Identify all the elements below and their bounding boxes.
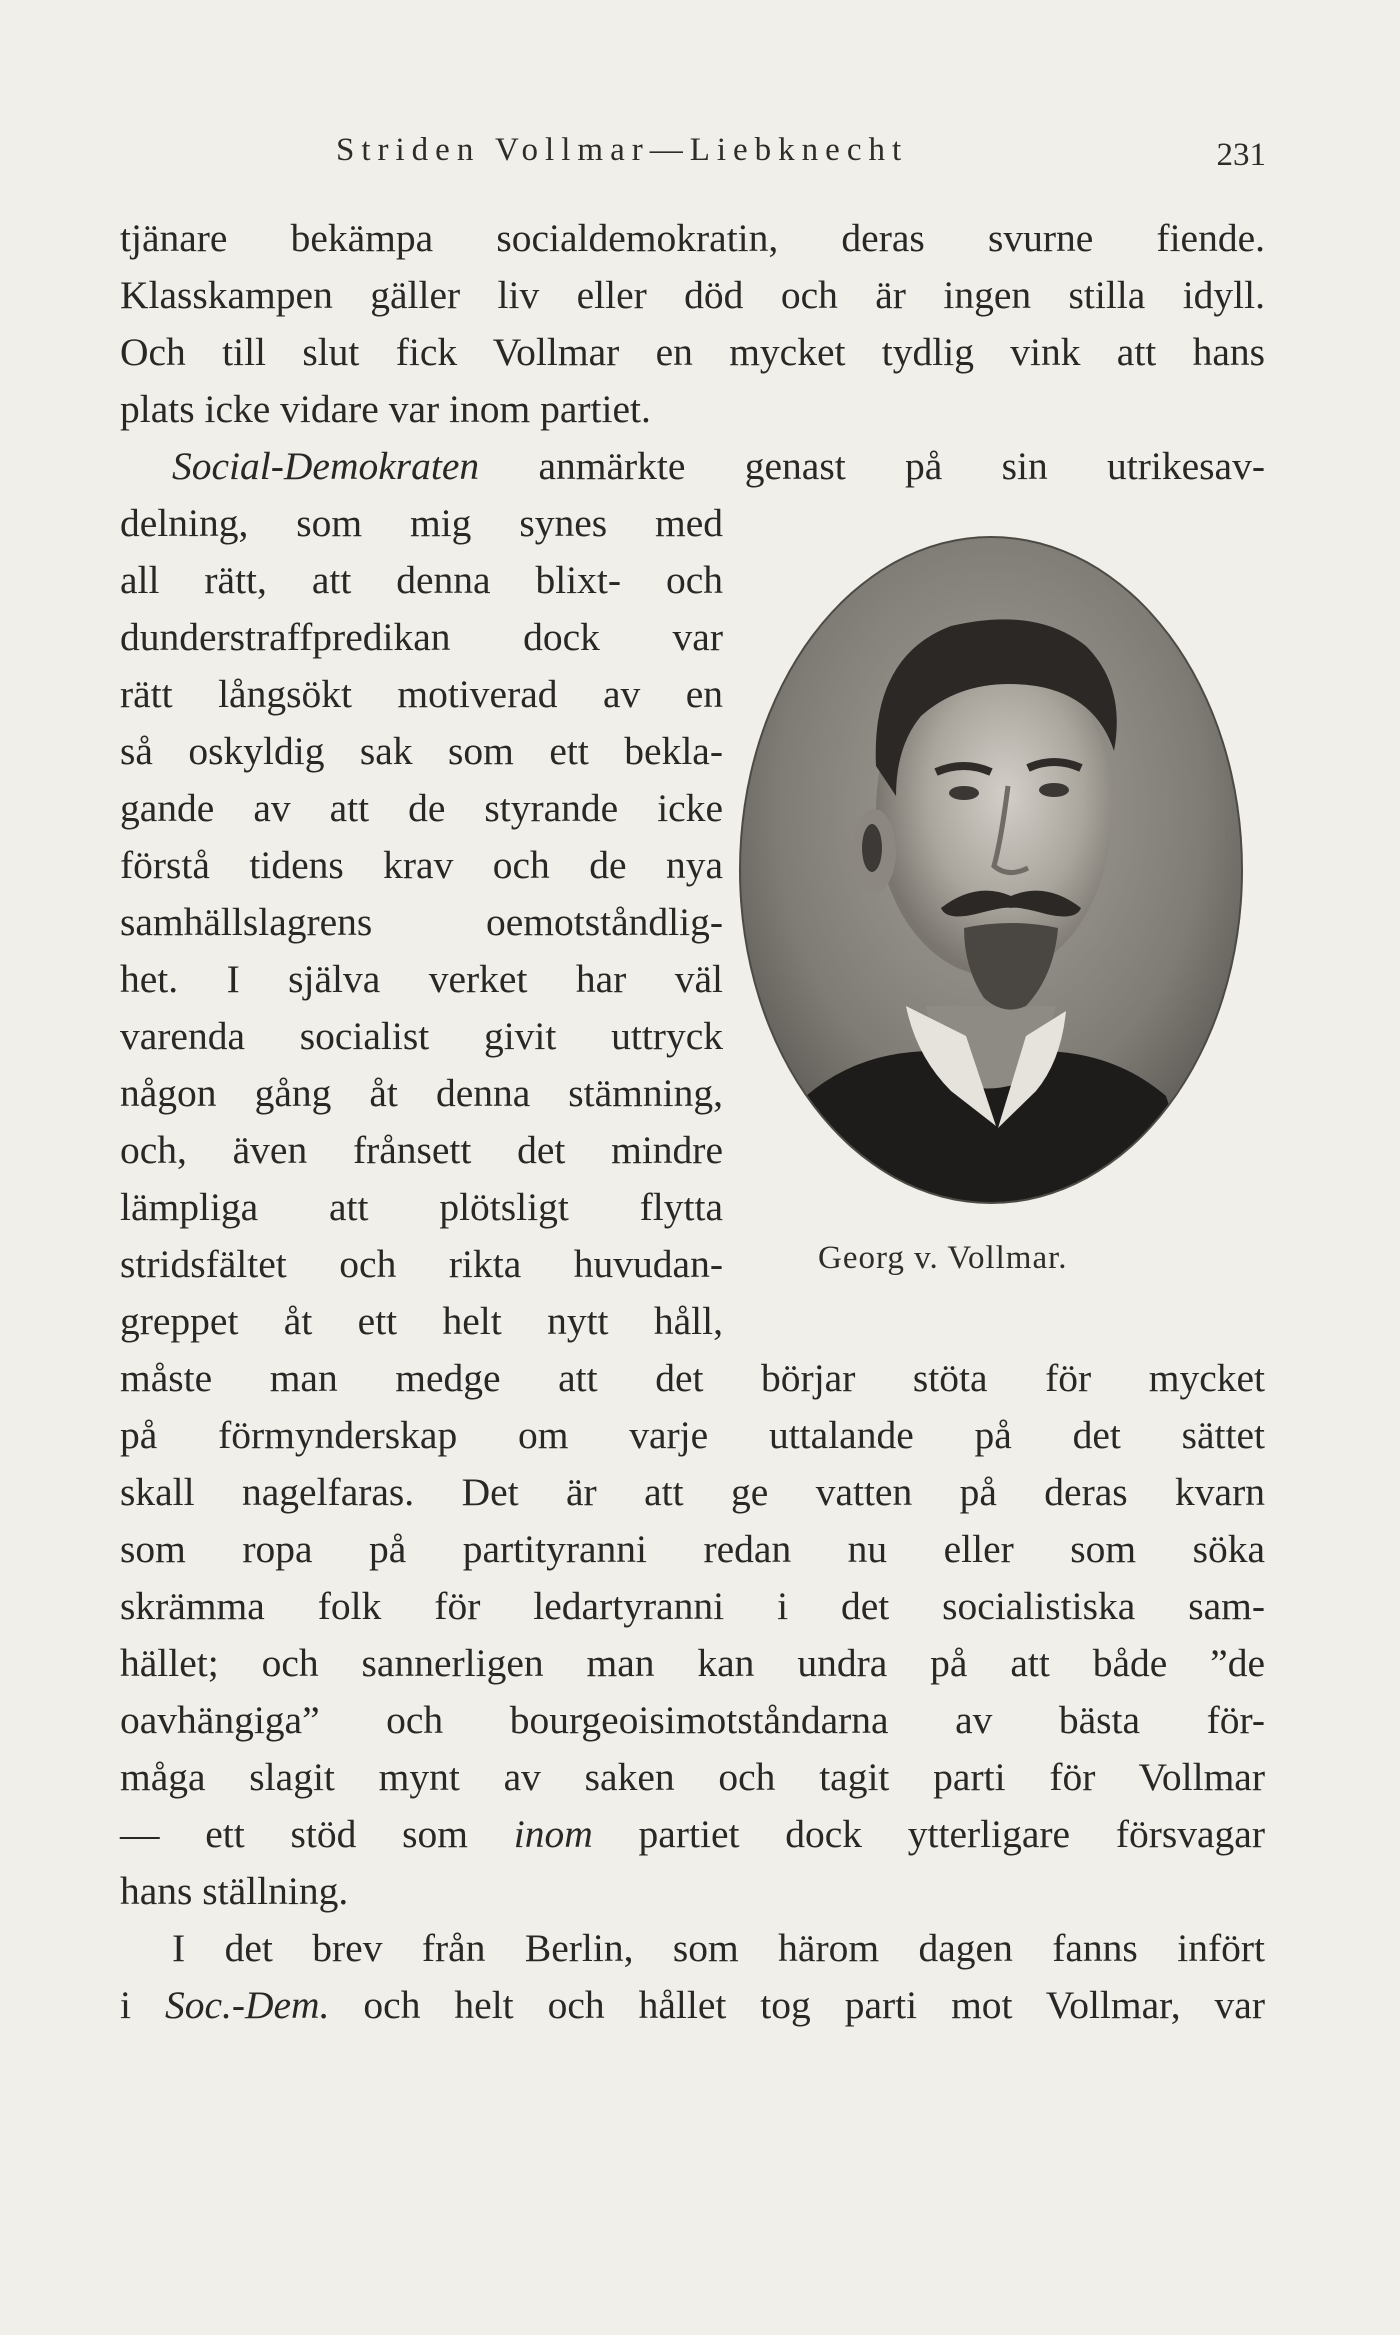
text-line: hället; och sannerligen man kan undra på att både ”de — [120, 1641, 1265, 1685]
text-line: och, även frånsett det mindre — [120, 1128, 723, 1172]
text-line: någon gång åt denna stämning, — [120, 1071, 723, 1115]
text-line: oavhängiga” och bourgeoisimotståndarna av bästa för- — [120, 1698, 1265, 1742]
text-line — [172, 438, 1265, 495]
text-line: måste man medge att det börjar stöta för mycket — [120, 1356, 1265, 1400]
text-span: partiet dock ytterligare försvagar — [592, 1812, 1265, 1856]
text-line — [120, 1806, 1265, 1863]
text-line: varenda socialist givit uttryck — [120, 1014, 723, 1058]
text-line: rätt långsökt motiverad av en — [120, 672, 723, 716]
page-number: 231 — [1216, 137, 1266, 173]
text-line: lämpliga att plötsligt flytta — [120, 1185, 723, 1229]
text-line: plats icke vidare var inom partiet. — [120, 387, 651, 431]
italic-word: inom — [513, 1812, 593, 1856]
text-line: på förmynderskap om varje uttalande på det sättet — [120, 1413, 1265, 1457]
text-line: samhällslagrens oemotståndlig- — [120, 900, 723, 944]
text-line: dunderstraffpredikan dock var — [120, 615, 723, 659]
text-line: all rätt, att denna blixt- och — [120, 558, 723, 602]
text-line: så oskyldig sak som ett bekla- — [120, 729, 723, 773]
text-line: gande av att de styrande icke — [120, 786, 723, 830]
text-line: tjänare bekämpa socialdemokratin, deras svurne fiende. — [120, 216, 1265, 260]
text-line — [120, 1977, 1265, 2034]
text-line: delning, som mig synes med — [120, 501, 723, 545]
text-line: Och till slut fick Vollmar en mycket tydlig vink att hans — [120, 330, 1265, 374]
figure-caption: Georg v. Vollmar. — [818, 1240, 1068, 1276]
italic-title: Soc.-Dem. — [164, 1983, 330, 2027]
portrait-photo — [736, 536, 1246, 1220]
text-line: I det brev från Berlin, som härom dagen fanns infört — [172, 1926, 1265, 1970]
text-span: i — [120, 1983, 165, 2027]
text-line: skrämma folk för ledartyranni i det socialistiska sam- — [120, 1584, 1265, 1628]
text-line: greppet åt ett helt nytt håll, — [120, 1299, 723, 1343]
text-span: — ett stöd som — [120, 1812, 514, 1856]
text-line: måga slagit mynt av saken och tagit parti för Vollmar — [120, 1755, 1265, 1799]
text-line: förstå tidens krav och de nya — [120, 843, 723, 887]
text-span: och helt och hållet tog parti mot Vollmar, var — [329, 1983, 1265, 2027]
running-head: Striden Vollmar—Liebknecht — [336, 132, 909, 168]
text-line: Klasskampen gäller liv eller död och är ingen stilla idyll. — [120, 273, 1265, 317]
italic-title: Social-Demokraten — [172, 444, 480, 488]
text-line: het. I själva verket har väl — [120, 957, 723, 1001]
text-line: skall nagelfaras. Det är att ge vatten på deras kvarn — [120, 1470, 1265, 1514]
text-line: stridsfältet och rikta huvudan- — [120, 1242, 723, 1286]
text-span: anmärkte genast på sin utrikesav- — [479, 444, 1265, 488]
text-line: som ropa på partityranni redan nu eller som söka — [120, 1527, 1265, 1571]
text-line: hans ställning. — [120, 1869, 349, 1913]
